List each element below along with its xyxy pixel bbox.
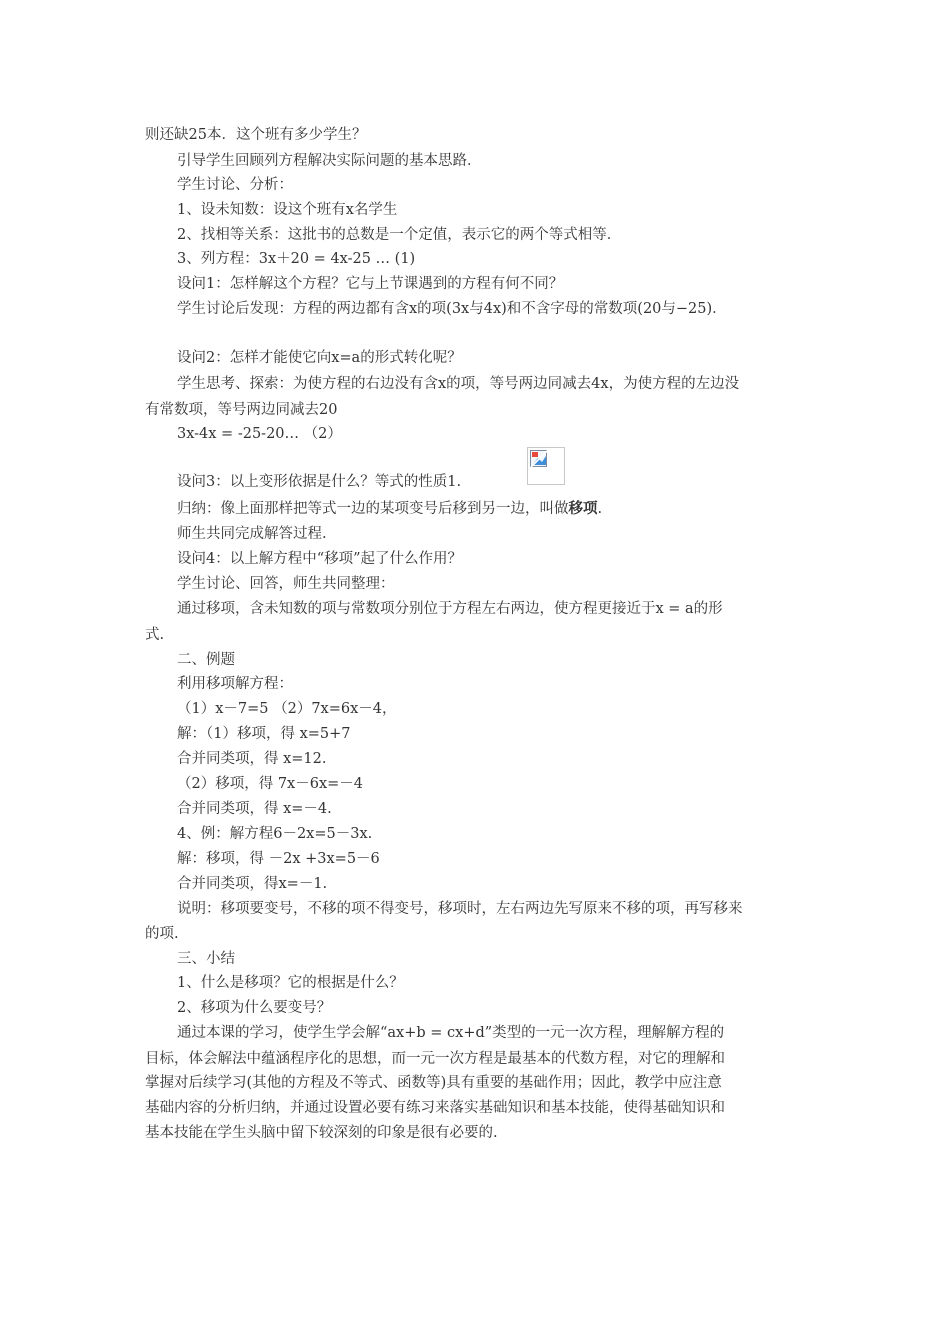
text-line: 师生共同完成解答过程. (177, 526, 327, 542)
summary-line (177, 499, 602, 519)
text-line: 1、什么是移项？它的根据是什么？ (177, 975, 404, 991)
text-line: 有常数项，等号两边同减去20 (145, 402, 338, 418)
text-line: 设问3：以上变形依据是什么？等式的性质1. (177, 474, 462, 490)
text-line: 利用移项解方程： (177, 676, 293, 692)
text-line: 通过移项，含未知数的项与常数项分别位于方程左右两边，使方程更接近于x = a的形 (177, 601, 723, 617)
text-line: （1）x－7=5 （2）7x=6x－4， (177, 701, 397, 717)
text-line: 式. (145, 627, 165, 643)
text-line: 则还缺25本．这个班有多少学生？ (145, 127, 367, 143)
text-line: 1、设未知数：设这个班有x名学生 (177, 202, 398, 218)
text-line: 的项. (145, 926, 179, 942)
text-line: 学生讨论后发现：方程的两边都有含x的项(3x与4x)和不含字母的常数项(20与−25)． (177, 301, 727, 317)
text-line: 引导学生回顾列方程解决实际问题的基本思路． (177, 153, 482, 169)
text-line: 设问4：以上解方程中“移项”起了什么作用？ (177, 551, 463, 567)
text-line: 3x-4x = -25-20… （2） (177, 426, 342, 442)
text-line: 通过本课的学习，使学生学会解“ax+b = cx+d”类型的一元一次方程，理解解方程的 (177, 1025, 725, 1041)
text-line: 基础内容的分析归纳，并通过设置必要有练习来落实基础知识和基本技能，使得基础知识和 (145, 1100, 725, 1116)
text-line: 学生讨论、分析： (177, 177, 293, 193)
text-line: 掌握对后续学习(其他的方程及不等式、函数等)具有重要的基础作用；因此，教学中应注意 (145, 1075, 722, 1091)
text-run: 归纳：像上面那样把等式一边的某项变号后移到另一边，叫做 (177, 501, 569, 517)
text-line: 3、列方程：3x＋20 = 4x-25 … (1) (177, 251, 416, 267)
text-line: 合并同类项，得 x=12. (177, 751, 327, 767)
text-line: 2、找相等关系：这批书的总数是一个定值，表示它的两个等式相等． (177, 227, 622, 243)
broken-image-icon (527, 447, 565, 485)
term-highlight: 移项 (568, 500, 598, 517)
text-line: 设问2：怎样才能使它向x=a的形式转化呢？ (177, 350, 462, 366)
text-line: 解：（1）移项，得 x=5+7 (177, 726, 351, 742)
text-line: 合并同类项，得 x=－4. (177, 801, 332, 817)
text-line: 解：移项，得 －2x +3x=5－6 (177, 851, 380, 867)
text-line: 说明：移项要变号，不移的项不得变号，移项时，左右两边先写原来不移的项，再写移来 (177, 901, 743, 917)
text-line: 设问1：怎样解这个方程？它与上节课遇到的方程有何不同？ (177, 276, 564, 292)
text-line: 合并同类项，得x=－1. (177, 876, 328, 892)
text-line: 学生讨论、回答，师生共同整理： (177, 576, 395, 592)
text-line: 2、移项为什么要变号？ (177, 1000, 332, 1016)
text-line: 基本技能在学生头脑中留下较深刻的印象是很有必要的. (145, 1125, 498, 1141)
text-line: 学生思考、探索：为使方程的右边没有含x的项，等号两边同减去4x，为使方程的左边没 (177, 376, 740, 392)
text-run: . (597, 501, 603, 517)
text-line: 目标，体会解法中蕴涵程序化的思想，而一元一次方程是最基本的代数方程，对它的理解和 (145, 1051, 725, 1067)
section-heading: 二、例题 (177, 652, 235, 668)
text-line: 4、例：解方程6－2x=5－3x. (177, 826, 373, 842)
text-line: （2）移项，得 7x－6x=－4 (177, 776, 364, 792)
section-heading: 三、小结 (177, 951, 235, 967)
